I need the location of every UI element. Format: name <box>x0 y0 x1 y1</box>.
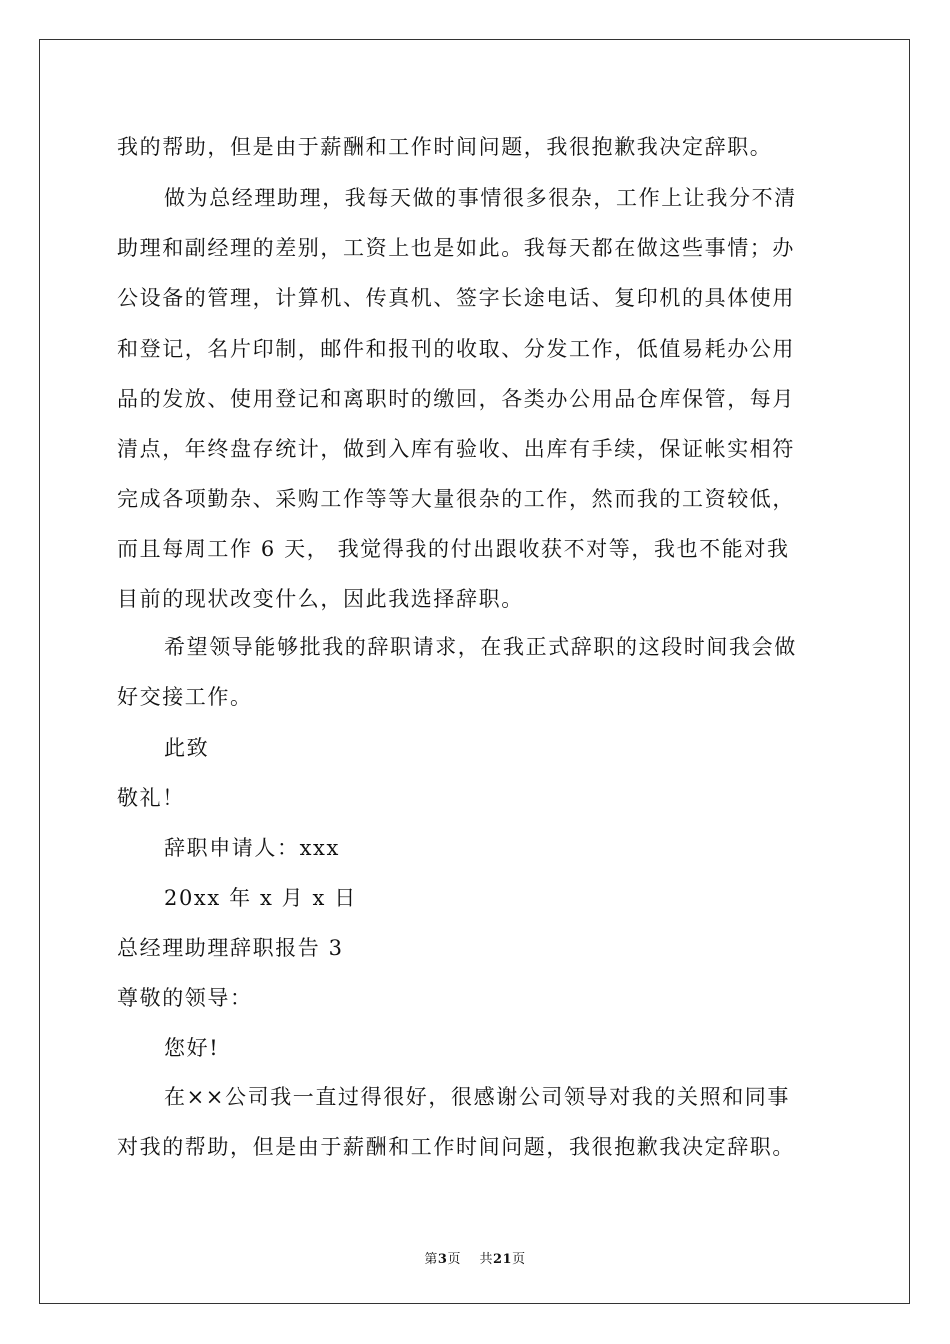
page-footer <box>0 1248 950 1267</box>
closing-salutation: 此致 <box>164 736 210 760</box>
body-line: 做为总经理助理，我每天做的事情很多很杂，工作上让我分不清 <box>164 186 797 210</box>
body-line: 清点，年终盘存统计，做到入库有验收、出库有手续，保证帐实相符 <box>117 437 795 461</box>
body-line: 希望领导能够批我的辞职请求，在我正式辞职的这段时间我会做 <box>164 635 797 659</box>
signature-date: 20xx 年 x 月 x 日 <box>164 886 357 910</box>
greeting-addressee: 尊敬的领导： <box>117 986 253 1010</box>
greeting: 您好! <box>164 1036 220 1060</box>
signature-applicant: 辞职申请人：xxx <box>164 836 340 860</box>
section-title: 总经理助理辞职报告 3 <box>117 936 344 960</box>
body-line: 公设备的管理，计算机、传真机、签字长途电话、复印机的具体使用 <box>117 286 795 310</box>
footer-total-suffix: 页 <box>512 1252 526 1267</box>
body-line: 和登记，名片印制，邮件和报刊的收取、分发工作，低值易耗办公用 <box>117 337 795 361</box>
page-frame <box>39 39 910 1304</box>
body-line: 完成各项勤杂、采购工作等等大量很杂的工作，然而我的工资较低， <box>117 487 795 511</box>
footer-page-current: 3 <box>437 1252 448 1267</box>
footer-page-prefix: 第 <box>424 1252 438 1267</box>
body-line: 品的发放、使用登记和离职时的缴回，各类办公用品仓库保管，每月 <box>117 387 795 411</box>
footer-page-suffix: 页 <box>447 1252 461 1267</box>
body-line: 好交接工作。 <box>117 685 253 709</box>
body-line: 对我的帮助，但是由于薪酬和工作时间问题，我很抱歉我决定辞职。 <box>117 1135 795 1159</box>
footer-total-prefix: 共 <box>479 1252 493 1267</box>
body-line: 助理和副经理的差别，工资上也是如此。我每天都在做这些事情；办 <box>117 236 795 260</box>
body-line: 我的帮助，但是由于薪酬和工作时间问题，我很抱歉我决定辞职。 <box>117 135 773 159</box>
body-line: 目前的现状改变什么，因此我选择辞职。 <box>117 587 524 611</box>
body-line: 而且每周工作 6 天， 我觉得我的付出跟收获不对等，我也不能对我 <box>117 537 790 561</box>
footer-page-total: 21 <box>493 1252 513 1267</box>
body-line: 在××公司我一直过得很好，很感谢公司领导对我的关照和同事 <box>164 1085 790 1109</box>
closing-regards: 敬礼！ <box>117 786 185 810</box>
